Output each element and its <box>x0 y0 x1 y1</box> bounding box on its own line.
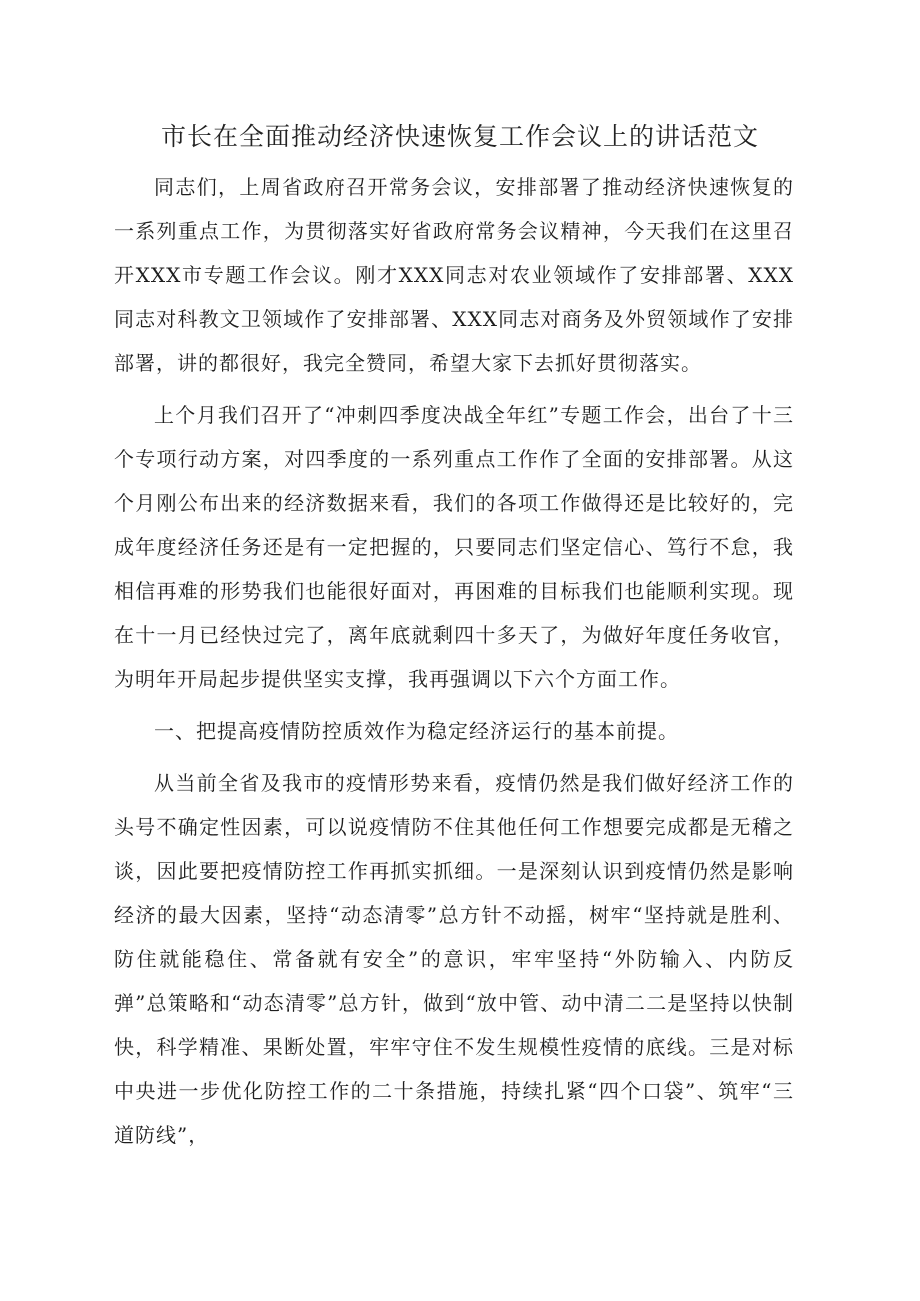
document-body <box>114 165 794 1165</box>
section-heading-one: 一、把提高疫情防控质效作为稳定经济运行的基本前提。 <box>154 719 679 743</box>
paragraph-epidemic-control: 从当前全省及我市的疫情形势来看，疫情仍然是我们做好经济工作的头号不确定性因素，可以说疫情防不住其他任何工作想要完成都是无稽之谈，因此要把疫情防控工作再抓实抓细。一是深刻认识到疫情仍然是影响经济的最大因素，坚持“动态清零”总方针不动摇，树牢“坚持就是胜利、防住就能稳住、常备就有安全”的意识，牢牢坚持“外防输入、内防反弹”总策略和“动态清零”总方针，做到“放中管、动中清二二是坚持以快制快，科学精准、果断处置，牢牢守住不发生规模性疫情的底线。三是对标中央进一步优化防控工作的二十条措施，持续扎紧“四个口袋”、筑牢“三道防线”， <box>114 771 794 1147</box>
paragraph-last-month-review: 上个月我们召开了“冲刺四季度决战全年红”专题工作会，出台了十三个专项行动方案，对四季度的一系列重点工作作了全面的安排部署。从这个月刚公布出来的经济数据来看，我们的各项工作做得还是比较好的，完成年度经济任务还是有一定把握的，只要同志们坚定信心、笃行不怠，我相信再难的形势我们也能很好面对，再困难的目标我们也能顺利实现。现在十一月已经快过完了，离年底就剩四十多天了，为做好年度任务收官，为明年开局起步提供坚实支撑，我再强调以下六个方面工作。 <box>114 403 794 691</box>
paragraph-opening: 同志们，上周省政府召开常务会议，安排部署了推动经济快速恢复的一系列重点工作，为贯彻落实好省政府常务会议精神，今天我们在这里召开XXX市专题工作会议。刚才XXX同志对农业领域作了安排部署、XXX同志对科教文卫领域作了安排部署、XXX同志对商务及外贸领域作了安排部署，讲的都很好，我完全赞同，希望大家下去抓好贯彻落实。 <box>114 175 794 375</box>
document-title: 市长在全面推动经济快速恢复工作会议上的讲话范文 <box>160 122 759 151</box>
